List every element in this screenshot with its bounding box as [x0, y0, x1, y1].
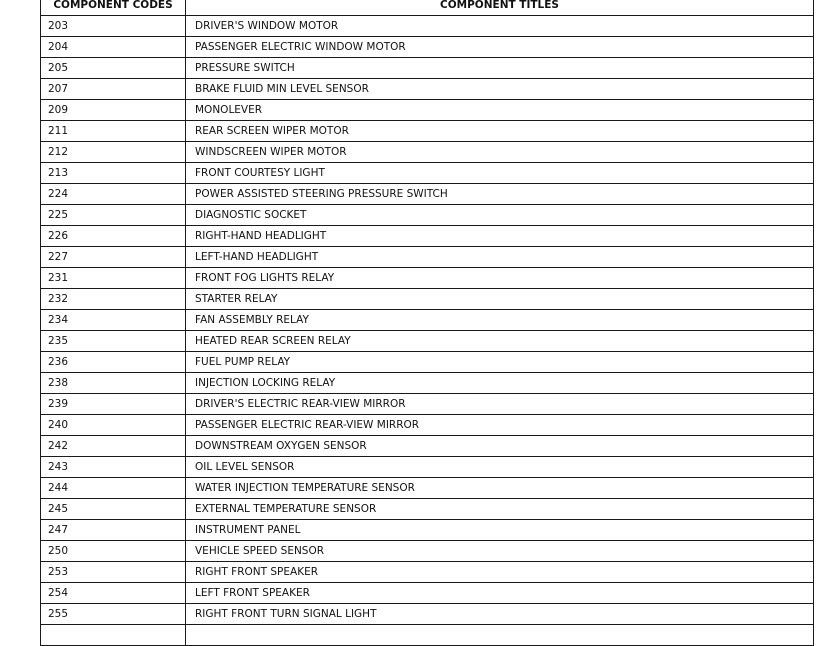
table-row: [41, 499, 814, 520]
component-code-cell: 231: [41, 268, 186, 289]
table-row: [41, 583, 814, 604]
component-code-cell: 243: [41, 457, 186, 478]
component-table-container: [40, 0, 813, 646]
table-row: [41, 352, 814, 373]
table-row: [41, 478, 814, 499]
table-row: [41, 520, 814, 541]
component-title-cell: LEFT FRONT SPEAKER: [186, 583, 814, 604]
component-title-cell: PRESSURE SWITCH: [186, 58, 814, 79]
table-row: [41, 100, 814, 121]
component-code-cell: 213: [41, 163, 186, 184]
component-title-cell: REAR SCREEN WIPER MOTOR: [186, 121, 814, 142]
table-row: [41, 541, 814, 562]
table-row: [41, 436, 814, 457]
component-title-cell: VEHICLE SPEED SENSOR: [186, 541, 814, 562]
table-row: [41, 16, 814, 37]
component-title-cell: PASSENGER ELECTRIC REAR-VIEW MIRROR: [186, 415, 814, 436]
component-code-cell: 203: [41, 16, 186, 37]
component-title-cell: OIL LEVEL SENSOR: [186, 457, 814, 478]
table-row: [41, 394, 814, 415]
table-row: [41, 310, 814, 331]
component-code-cell: 234: [41, 310, 186, 331]
component-code-cell: 205: [41, 58, 186, 79]
component-title-cell: FUEL PUMP RELAY: [186, 352, 814, 373]
component-title-cell: FRONT COURTESY LIGHT: [186, 163, 814, 184]
table-row: [41, 625, 814, 646]
component-title-cell: LEFT-HAND HEADLIGHT: [186, 247, 814, 268]
component-title-cell: FAN ASSEMBLY RELAY: [186, 310, 814, 331]
table-row: [41, 373, 814, 394]
table-row: [41, 289, 814, 310]
table-header-row: [41, 0, 814, 16]
component-code-cell: 224: [41, 184, 186, 205]
component-title-cell: WINDSCREEN WIPER MOTOR: [186, 142, 814, 163]
component-code-cell: 238: [41, 373, 186, 394]
table-row: [41, 604, 814, 625]
table-row: [41, 268, 814, 289]
component-title-cell: FRONT FOG LIGHTS RELAY: [186, 268, 814, 289]
table-row: [41, 58, 814, 79]
table-body: [41, 16, 814, 646]
table-row: [41, 37, 814, 58]
table-row: [41, 226, 814, 247]
component-code-cell: 235: [41, 331, 186, 352]
component-code-cell: 232: [41, 289, 186, 310]
component-code-cell: 250: [41, 541, 186, 562]
component-code-cell: 212: [41, 142, 186, 163]
component-title-cell: INJECTION LOCKING RELAY: [186, 373, 814, 394]
component-code-cell: 204: [41, 37, 186, 58]
table-row: [41, 415, 814, 436]
component-title-cell: WATER INJECTION TEMPERATURE SENSOR: [186, 478, 814, 499]
component-code-cell: 236: [41, 352, 186, 373]
component-code-cell: 242: [41, 436, 186, 457]
component-code-cell: 226: [41, 226, 186, 247]
table-row: [41, 184, 814, 205]
component-title-cell: DRIVER'S WINDOW MOTOR: [186, 16, 814, 37]
table-row: [41, 457, 814, 478]
table-row: [41, 79, 814, 100]
component-title-cell: POWER ASSISTED STEERING PRESSURE SWITCH: [186, 184, 814, 205]
component-code-cell: 253: [41, 562, 186, 583]
component-title-cell: DIAGNOSTIC SOCKET: [186, 205, 814, 226]
component-title-cell: RIGHT FRONT TURN SIGNAL LIGHT: [186, 604, 814, 625]
component-code-cell: 239: [41, 394, 186, 415]
table-row: [41, 247, 814, 268]
component-title-cell: RIGHT-HAND HEADLIGHT: [186, 226, 814, 247]
component-table: [40, 0, 814, 646]
component-code-cell: 207: [41, 79, 186, 100]
table-row: [41, 163, 814, 184]
component-title-cell: HEATED REAR SCREEN RELAY: [186, 331, 814, 352]
component-code-cell: 247: [41, 520, 186, 541]
component-title-cell: MONOLEVER: [186, 100, 814, 121]
component-code-cell: 244: [41, 478, 186, 499]
component-title-cell: INSTRUMENT PANEL: [186, 520, 814, 541]
component-code-cell: 227: [41, 247, 186, 268]
header-component-codes: COMPONENT CODES: [41, 0, 186, 16]
component-code-cell: 211: [41, 121, 186, 142]
component-code-cell: 225: [41, 205, 186, 226]
component-title-cell: EXTERNAL TEMPERATURE SENSOR: [186, 499, 814, 520]
component-title-cell: DRIVER'S ELECTRIC REAR-VIEW MIRROR: [186, 394, 814, 415]
component-code-cell: 254: [41, 583, 186, 604]
component-title-cell: RIGHT FRONT SPEAKER: [186, 562, 814, 583]
component-title-cell: PASSENGER ELECTRIC WINDOW MOTOR: [186, 37, 814, 58]
component-title-cell: STARTER RELAY: [186, 289, 814, 310]
table-row: [41, 205, 814, 226]
component-title-cell: DOWNSTREAM OXYGEN SENSOR: [186, 436, 814, 457]
component-code-cell: 209: [41, 100, 186, 121]
component-code-cell: [41, 625, 186, 646]
component-title-cell: [186, 625, 814, 646]
table-row: [41, 331, 814, 352]
header-component-titles: COMPONENT TITLES: [186, 0, 814, 16]
component-code-cell: 240: [41, 415, 186, 436]
component-title-cell: BRAKE FLUID MIN LEVEL SENSOR: [186, 79, 814, 100]
component-code-cell: 255: [41, 604, 186, 625]
component-code-cell: 245: [41, 499, 186, 520]
table-row: [41, 142, 814, 163]
table-row: [41, 121, 814, 142]
table-row: [41, 562, 814, 583]
